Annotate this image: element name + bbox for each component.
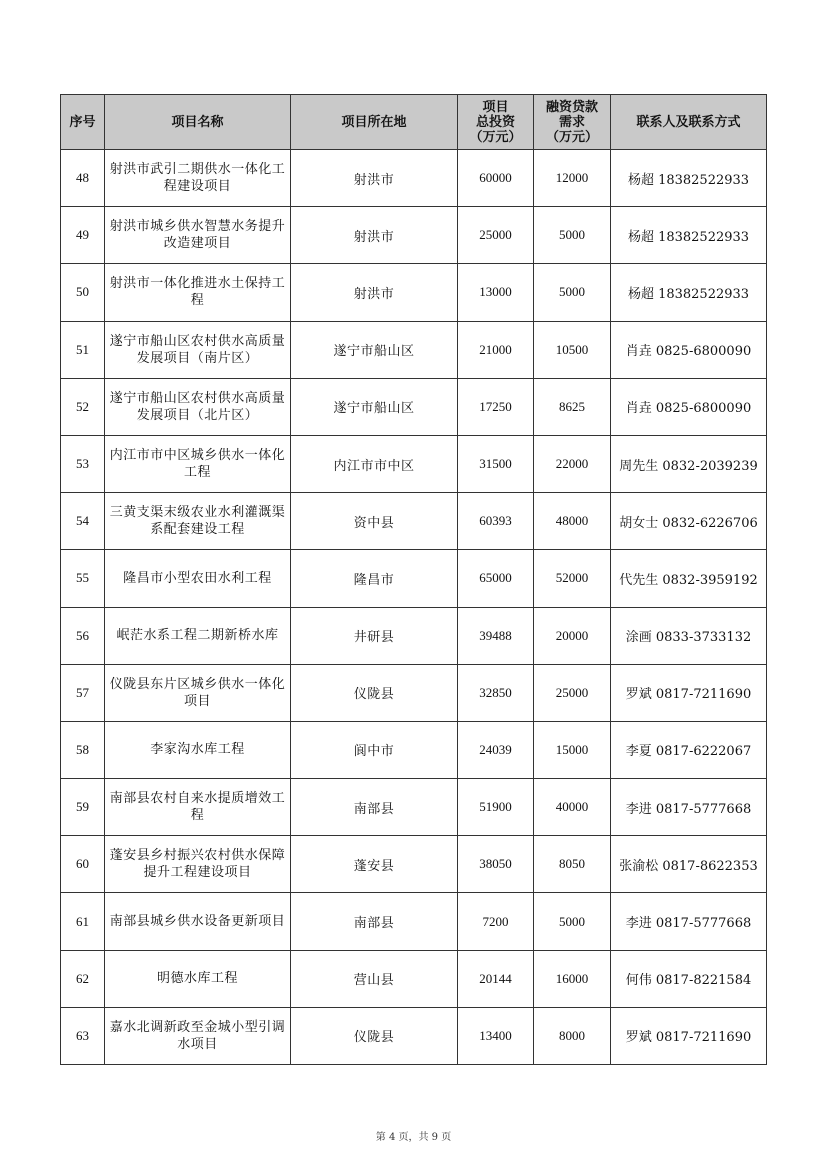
loan-cell: 16000	[534, 950, 611, 1007]
contact-cell: 杨超 18382522933	[611, 150, 767, 207]
location-cell: 仪陇县	[291, 664, 458, 721]
row-number: 55	[61, 550, 105, 607]
table-row	[61, 1007, 767, 1064]
project-name-cell: 明德水库工程	[105, 950, 291, 1007]
location-cell: 隆昌市	[291, 550, 458, 607]
header-location: 项目所在地	[291, 95, 458, 150]
investment-cell: 65000	[458, 550, 534, 607]
loan-cell: 40000	[534, 779, 611, 836]
project-name-cell: 南部县城乡供水设备更新项目	[105, 893, 291, 950]
table-row	[61, 435, 767, 492]
project-name-cell: 嘉水北调新政至金城小型引调水项目	[105, 1007, 291, 1064]
project-name-cell: 内江市市中区城乡供水一体化工程	[105, 435, 291, 492]
location-cell: 射洪市	[291, 207, 458, 264]
project-name-cell: 射洪市城乡供水智慧水务提升改造建项目	[105, 207, 291, 264]
loan-cell: 8000	[534, 1007, 611, 1064]
loan-cell: 20000	[534, 607, 611, 664]
project-table	[60, 94, 767, 1065]
header-loan-demand: 融资贷款 需求 （万元）	[534, 95, 611, 150]
table-row	[61, 950, 767, 1007]
loan-cell: 8050	[534, 836, 611, 893]
location-cell: 营山县	[291, 950, 458, 1007]
investment-cell: 13400	[458, 1007, 534, 1064]
investment-cell: 21000	[458, 321, 534, 378]
project-name-cell: 仪陇县东片区城乡供水一体化项目	[105, 664, 291, 721]
location-cell: 射洪市	[291, 264, 458, 321]
header-project-name: 项目名称	[105, 95, 291, 150]
investment-cell: 60000	[458, 150, 534, 207]
table-row	[61, 893, 767, 950]
investment-cell: 31500	[458, 435, 534, 492]
project-name-cell: 李家沟水库工程	[105, 721, 291, 778]
row-number: 48	[61, 150, 105, 207]
investment-cell: 32850	[458, 664, 534, 721]
contact-cell: 胡女士 0832-6226706	[611, 493, 767, 550]
row-number: 52	[61, 378, 105, 435]
investment-cell: 7200	[458, 893, 534, 950]
page-footer: 第 4 页，共 9 页	[375, 1132, 452, 1143]
contact-cell: 杨超 18382522933	[611, 207, 767, 264]
location-cell: 仪陇县	[291, 1007, 458, 1064]
location-cell: 资中县	[291, 493, 458, 550]
table-row	[61, 264, 767, 321]
contact-cell: 肖垚 0825-6800090	[611, 378, 767, 435]
location-cell: 井研县	[291, 607, 458, 664]
investment-cell: 13000	[458, 264, 534, 321]
project-name-cell: 蓬安县乡村振兴农村供水保障提升工程建设项目	[105, 836, 291, 893]
loan-cell: 8625	[534, 378, 611, 435]
contact-cell: 周先生 0832-2039239	[611, 435, 767, 492]
investment-cell: 38050	[458, 836, 534, 893]
table-row	[61, 836, 767, 893]
header-contact: 联系人及联系方式	[611, 95, 767, 150]
row-number: 62	[61, 950, 105, 1007]
loan-cell: 12000	[534, 150, 611, 207]
location-cell: 南部县	[291, 893, 458, 950]
investment-cell: 20144	[458, 950, 534, 1007]
contact-cell: 肖垚 0825-6800090	[611, 321, 767, 378]
contact-cell: 李夏 0817-6222067	[611, 721, 767, 778]
location-cell: 射洪市	[291, 150, 458, 207]
loan-cell: 48000	[534, 493, 611, 550]
table-row	[61, 321, 767, 378]
row-number: 56	[61, 607, 105, 664]
table-row	[61, 493, 767, 550]
project-name-cell: 隆昌市小型农田水利工程	[105, 550, 291, 607]
project-name-cell: 遂宁市船山区农村供水高质量发展项目（北片区）	[105, 378, 291, 435]
contact-cell: 代先生 0832-3959192	[611, 550, 767, 607]
project-name-cell: 射洪市一体化推进水土保持工程	[105, 264, 291, 321]
table-row	[61, 607, 767, 664]
contact-cell: 罗斌 0817-7211690	[611, 664, 767, 721]
project-name-cell: 南部县农村自来水提质增效工程	[105, 779, 291, 836]
location-cell: 遂宁市船山区	[291, 378, 458, 435]
project-name-cell: 射洪市武引二期供水一体化工程建设项目	[105, 150, 291, 207]
investment-cell: 60393	[458, 493, 534, 550]
table-row	[61, 664, 767, 721]
location-cell: 阆中市	[291, 721, 458, 778]
table-row	[61, 150, 767, 207]
header-row	[61, 95, 767, 150]
loan-cell: 5000	[534, 264, 611, 321]
loan-cell: 22000	[534, 435, 611, 492]
loan-cell: 5000	[534, 207, 611, 264]
header-no: 序号	[61, 95, 105, 150]
contact-cell: 何伟 0817-8221584	[611, 950, 767, 1007]
table-row	[61, 550, 767, 607]
loan-cell: 5000	[534, 893, 611, 950]
table-row	[61, 721, 767, 778]
loan-cell: 25000	[534, 664, 611, 721]
investment-cell: 39488	[458, 607, 534, 664]
project-name-cell: 三黄支渠末级农业水利灌溉渠系配套建设工程	[105, 493, 291, 550]
row-number: 53	[61, 435, 105, 492]
location-cell: 内江市市中区	[291, 435, 458, 492]
table-row	[61, 779, 767, 836]
row-number: 51	[61, 321, 105, 378]
loan-cell: 10500	[534, 321, 611, 378]
investment-cell: 17250	[458, 378, 534, 435]
loan-cell: 52000	[534, 550, 611, 607]
contact-cell: 李进 0817-5777668	[611, 779, 767, 836]
row-number: 61	[61, 893, 105, 950]
contact-cell: 杨超 18382522933	[611, 264, 767, 321]
investment-cell: 24039	[458, 721, 534, 778]
table-row	[61, 378, 767, 435]
location-cell: 遂宁市船山区	[291, 321, 458, 378]
row-number: 63	[61, 1007, 105, 1064]
row-number: 49	[61, 207, 105, 264]
location-cell: 蓬安县	[291, 836, 458, 893]
row-number: 60	[61, 836, 105, 893]
investment-cell: 25000	[458, 207, 534, 264]
loan-cell: 15000	[534, 721, 611, 778]
row-number: 59	[61, 779, 105, 836]
investment-cell: 51900	[458, 779, 534, 836]
table-row	[61, 207, 767, 264]
project-name-cell: 遂宁市船山区农村供水高质量发展项目（南片区）	[105, 321, 291, 378]
contact-cell: 张渝松 0817-8622353	[611, 836, 767, 893]
location-cell: 南部县	[291, 779, 458, 836]
project-name-cell: 岷茫水系工程二期新桥水库	[105, 607, 291, 664]
contact-cell: 罗斌 0817-7211690	[611, 1007, 767, 1064]
row-number: 54	[61, 493, 105, 550]
contact-cell: 李进 0817-5777668	[611, 893, 767, 950]
row-number: 58	[61, 721, 105, 778]
contact-cell: 涂画 0833-3733132	[611, 607, 767, 664]
row-number: 57	[61, 664, 105, 721]
row-number: 50	[61, 264, 105, 321]
header-total-investment: 项目 总投资 （万元）	[458, 95, 534, 150]
